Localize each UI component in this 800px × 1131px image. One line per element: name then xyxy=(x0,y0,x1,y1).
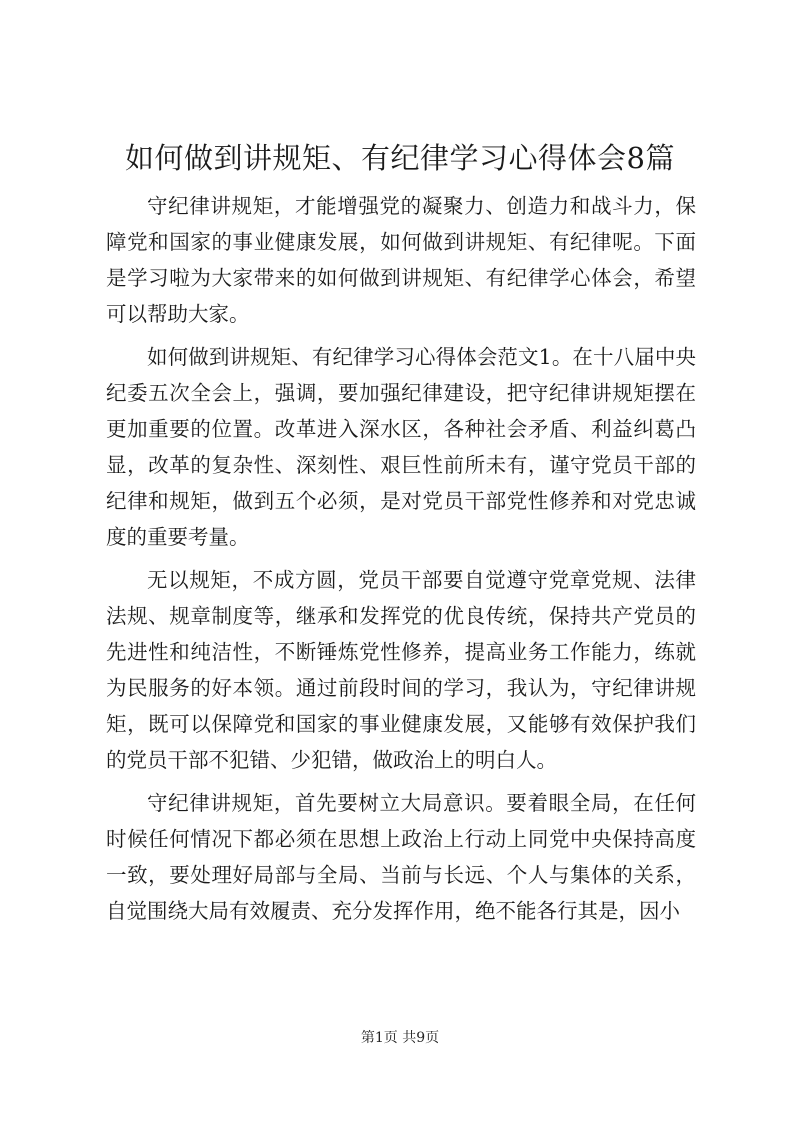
paragraph-2: 如何做到讲规矩、有纪律学习心得体会范文1。在十八届中央纪委五次全会上，强调，要加强纪律建设，把守纪律讲规矩摆在更加重要的位置。改革进入深水区，各种社会矛盾、利益纠葛凸显，改革的复杂性、深刻性、艰巨性前所未有，谨守党员干部的纪律和规矩，做到五个必须，是对党员干部党性修养和对党忠诚度的重要考量。 xyxy=(106,345,696,549)
page-number-footer: 第1页 共9页 xyxy=(360,1030,440,1046)
paragraph-4: 守纪律讲规矩，首先要树立大局意识。要着眼全局，在任何时候任何情况下都必须在思想上政治上行动上同党中央保持高度一致，要处理好局部与全局、当前与长远、个人与集体的关系，自觉围绕大局有效履责、充分发挥作用，绝不能各行其是，因小 xyxy=(106,791,696,923)
paragraph-1: 守纪律讲规矩，才能增强党的凝聚力、创造力和战斗力，保障党和国家的事业健康发展，如何做到讲规矩、有纪律呢。下面是学习啦为大家带来的如何做到讲规矩、有纪律学心体会，希望可以帮助大家。 xyxy=(106,194,696,326)
document-title: 如何做到讲规矩、有纪律学习心得体会8篇 xyxy=(125,141,675,175)
document-body xyxy=(106,188,696,936)
paragraph-3: 无以规矩，不成方圆，党员干部要自觉遵守党章党规、法律法规、规章制度等，继承和发挥党的优良传统，保持共产党员的先进性和纯洁性，不断锤炼党性修养，提高业务工作能力，练就为民服务的好本领。通过前段时间的学习，我认为，守纪律讲规矩，既可以保障党和国家的事业健康发展，又能够有效保护我们的党员干部不犯错、少犯错，做政治上的明白人。 xyxy=(106,568,696,772)
